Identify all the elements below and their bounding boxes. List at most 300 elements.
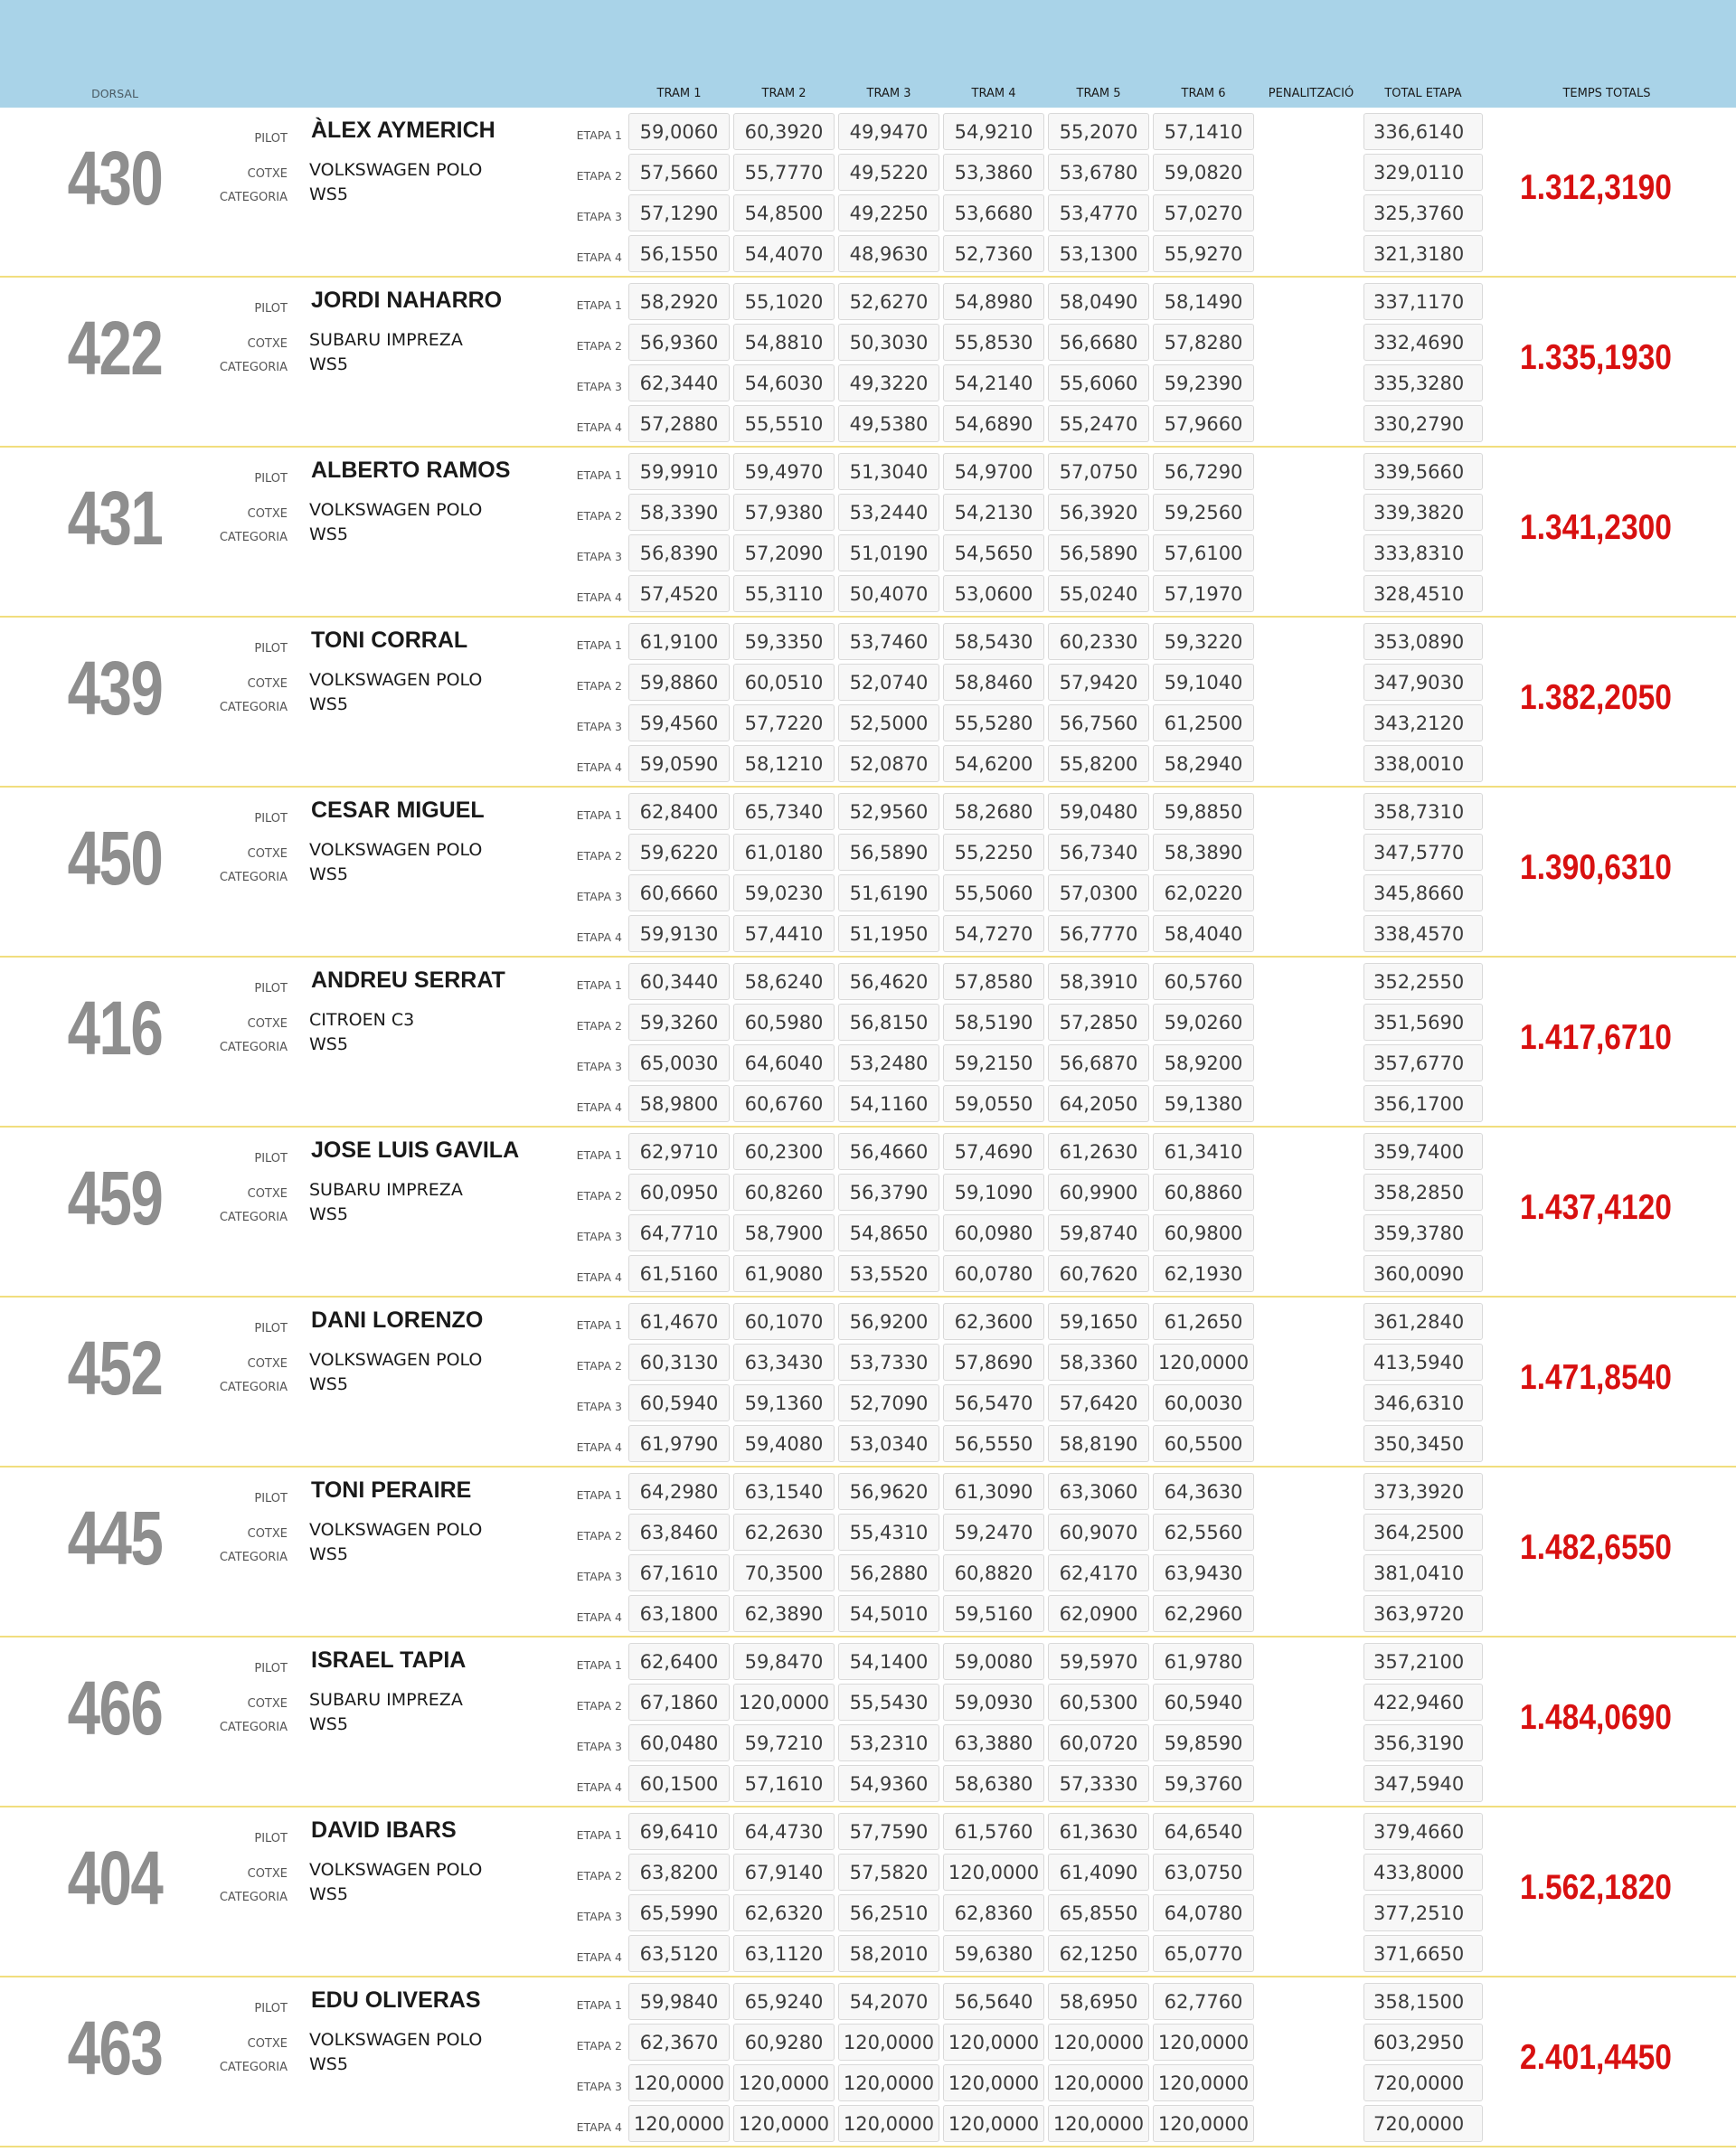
total-time: 1.390,6310 xyxy=(1520,848,1672,887)
tram-time-cell: 56,2880 xyxy=(838,1554,939,1591)
tram-time-cell: 56,5470 xyxy=(943,1384,1044,1421)
pilot-name: ISRAEL TAPIA xyxy=(311,1647,467,1673)
tram-time-cell: 54,9210 xyxy=(943,113,1044,150)
cotxe-label: COTXE xyxy=(247,1867,288,1881)
tram-time-cell: 56,3920 xyxy=(1048,494,1149,531)
tram-time-cell: 62,9710 xyxy=(628,1133,730,1170)
stage-total-cell: 328,4510 xyxy=(1363,575,1483,612)
cotxe-label: COTXE xyxy=(247,1527,288,1541)
etapa-label: ETAPA 4 xyxy=(576,1610,622,1624)
tram-time-cell: 63,5120 xyxy=(628,1935,730,1972)
etapa-label: ETAPA 2 xyxy=(576,339,622,353)
tram-time-cell: 54,5650 xyxy=(943,534,1044,571)
stage-total-cell: 413,5940 xyxy=(1363,1344,1483,1381)
tram-time-cell: 60,0510 xyxy=(733,664,835,701)
tram-time-cell: 55,3110 xyxy=(733,575,835,612)
categoria-label: CATEGORIA xyxy=(219,701,288,714)
tram-time-cell: 61,9080 xyxy=(733,1255,835,1292)
dorsal-number: 445 xyxy=(67,1496,163,1581)
tram-time-cell: 60,7620 xyxy=(1048,1255,1149,1292)
tram-time-cell: 60,0480 xyxy=(628,1724,730,1761)
tram-time-cell: 52,0870 xyxy=(838,745,939,782)
tram-time-cell: 70,3500 xyxy=(733,1554,835,1591)
car-name: VOLKSWAGEN POLO xyxy=(309,500,483,520)
tram-time-cell: 57,0300 xyxy=(1048,874,1149,911)
tram-time-cell: 61,3410 xyxy=(1153,1133,1254,1170)
etapa-label: ETAPA 2 xyxy=(576,1359,622,1373)
etapa-label: ETAPA 3 xyxy=(576,1740,622,1753)
result-entry xyxy=(0,1638,1736,1807)
tram-time-cell: 120,0000 xyxy=(1048,2105,1149,2142)
dorsal-number: 422 xyxy=(67,306,163,391)
pilot-label: PILOT xyxy=(254,1492,288,1505)
tram-time-cell: 58,2940 xyxy=(1153,745,1254,782)
tram-time-cell: 60,0780 xyxy=(943,1255,1044,1292)
stage-total-cell: 371,6650 xyxy=(1363,1935,1483,1972)
tram-time-cell: 55,2470 xyxy=(1048,405,1149,442)
tram-time-cell: 54,6200 xyxy=(943,745,1044,782)
tram-time-cell: 62,6400 xyxy=(628,1643,730,1680)
tram-time-cell: 55,9270 xyxy=(1153,235,1254,272)
tram-time-cell: 58,5430 xyxy=(943,623,1044,660)
tram-time-cell: 59,9840 xyxy=(628,1983,730,2020)
tram-time-cell: 59,7210 xyxy=(733,1724,835,1761)
pilot-label: PILOT xyxy=(254,1152,288,1166)
tram-time-cell: 62,8360 xyxy=(943,1894,1044,1931)
tram-time-cell: 58,8460 xyxy=(943,664,1044,701)
tram-time-cell: 60,2300 xyxy=(733,1133,835,1170)
stage-total-cell: 379,4660 xyxy=(1363,1813,1483,1850)
etapa-label: ETAPA 1 xyxy=(576,298,622,312)
total-time: 1.341,2300 xyxy=(1520,508,1672,547)
header-tram-3: TRAM 3 xyxy=(866,87,911,100)
tram-time-cell: 120,0000 xyxy=(628,2105,730,2142)
tram-time-cell: 58,8190 xyxy=(1048,1425,1149,1462)
pilot-label: PILOT xyxy=(254,472,288,486)
cotxe-label: COTXE xyxy=(247,167,288,181)
tram-time-cell: 60,1500 xyxy=(628,1765,730,1802)
tram-time-cell: 59,8590 xyxy=(1153,1724,1254,1761)
tram-time-cell: 62,3440 xyxy=(628,364,730,401)
tram-time-cell: 59,2470 xyxy=(943,1514,1044,1551)
categoria-label: CATEGORIA xyxy=(219,531,288,544)
total-time: 1.382,2050 xyxy=(1520,678,1672,717)
tram-time-cell: 63,1800 xyxy=(628,1595,730,1632)
row-divider xyxy=(0,2146,1736,2147)
tram-time-cell: 120,0000 xyxy=(838,2064,939,2101)
tram-time-cell: 52,5000 xyxy=(838,704,939,741)
stage-total-cell: 377,2510 xyxy=(1363,1894,1483,1931)
tram-time-cell: 53,7460 xyxy=(838,623,939,660)
category-value: WS5 xyxy=(309,1714,348,1734)
category-value: WS5 xyxy=(309,354,348,374)
tram-time-cell: 120,0000 xyxy=(943,2024,1044,2061)
etapa-label: ETAPA 4 xyxy=(576,1440,622,1454)
tram-time-cell: 52,6270 xyxy=(838,283,939,320)
tram-time-cell: 55,2070 xyxy=(1048,113,1149,150)
stage-total-cell: 332,4690 xyxy=(1363,324,1483,361)
header-temps-totals: TEMPS TOTALS xyxy=(1562,87,1651,100)
tram-time-cell: 60,5940 xyxy=(628,1384,730,1421)
etapa-label: ETAPA 3 xyxy=(576,2080,622,2093)
tram-time-cell: 57,8280 xyxy=(1153,324,1254,361)
tram-time-cell: 53,0340 xyxy=(838,1425,939,1462)
stage-total-cell: 330,2790 xyxy=(1363,405,1483,442)
tram-time-cell: 59,5970 xyxy=(1048,1643,1149,1680)
tram-time-cell: 57,6100 xyxy=(1153,534,1254,571)
tram-time-cell: 53,7330 xyxy=(838,1344,939,1381)
category-value: WS5 xyxy=(309,694,348,714)
tram-time-cell: 60,3130 xyxy=(628,1344,730,1381)
tram-time-cell: 59,0080 xyxy=(943,1643,1044,1680)
tram-time-cell: 63,3430 xyxy=(733,1344,835,1381)
etapa-label: ETAPA 3 xyxy=(576,1570,622,1583)
tram-time-cell: 64,4730 xyxy=(733,1813,835,1850)
tram-time-cell: 53,4770 xyxy=(1048,194,1149,231)
tram-time-cell: 51,0190 xyxy=(838,534,939,571)
tram-time-cell: 58,1210 xyxy=(733,745,835,782)
pilot-name: ÀLEX AYMERICH xyxy=(311,118,495,143)
tram-time-cell: 57,8690 xyxy=(943,1344,1044,1381)
etapa-label: ETAPA 2 xyxy=(576,1019,622,1033)
pilot-label: PILOT xyxy=(254,1832,288,1845)
etapa-label: ETAPA 2 xyxy=(576,1869,622,1883)
tram-time-cell: 60,1070 xyxy=(733,1303,835,1340)
tram-time-cell: 120,0000 xyxy=(1048,2024,1149,2061)
car-name: VOLKSWAGEN POLO xyxy=(309,2030,483,2050)
tram-time-cell: 56,5550 xyxy=(943,1425,1044,1462)
tram-time-cell: 59,4560 xyxy=(628,704,730,741)
tram-time-cell: 65,0770 xyxy=(1153,1935,1254,1972)
tram-time-cell: 64,6040 xyxy=(733,1044,835,1081)
tram-time-cell: 57,9380 xyxy=(733,494,835,531)
tram-time-cell: 58,3890 xyxy=(1153,834,1254,871)
tram-time-cell: 57,9660 xyxy=(1153,405,1254,442)
tram-time-cell: 59,4970 xyxy=(733,453,835,490)
total-time: 1.312,3190 xyxy=(1520,168,1672,207)
category-value: WS5 xyxy=(309,1204,348,1224)
tram-time-cell: 59,8850 xyxy=(1153,793,1254,830)
total-time: 1.471,8540 xyxy=(1520,1358,1672,1397)
pilot-label: PILOT xyxy=(254,812,288,826)
tram-time-cell: 59,8860 xyxy=(628,664,730,701)
tram-time-cell: 62,1930 xyxy=(1153,1255,1254,1292)
tram-time-cell: 58,5190 xyxy=(943,1004,1044,1041)
header-total-etapa: TOTAL ETAPA xyxy=(1384,87,1462,100)
stage-total-cell: 356,3190 xyxy=(1363,1724,1483,1761)
tram-time-cell: 60,5940 xyxy=(1153,1684,1254,1721)
stage-total-cell: 329,0110 xyxy=(1363,154,1483,191)
tram-time-cell: 58,4040 xyxy=(1153,915,1254,952)
tram-time-cell: 52,0740 xyxy=(838,664,939,701)
etapa-label: ETAPA 2 xyxy=(576,2039,622,2053)
tram-time-cell: 54,4070 xyxy=(733,235,835,272)
stage-total-cell: 356,1700 xyxy=(1363,1085,1483,1122)
tram-time-cell: 57,4520 xyxy=(628,575,730,612)
total-time: 1.562,1820 xyxy=(1520,1868,1672,1907)
tram-time-cell: 53,6680 xyxy=(943,194,1044,231)
tram-time-cell: 56,9360 xyxy=(628,324,730,361)
stage-total-cell: 363,9720 xyxy=(1363,1595,1483,1632)
stage-total-cell: 338,0010 xyxy=(1363,745,1483,782)
tram-time-cell: 59,0230 xyxy=(733,874,835,911)
stage-total-cell: 357,6770 xyxy=(1363,1044,1483,1081)
tram-time-cell: 59,8740 xyxy=(1048,1214,1149,1251)
tram-time-cell: 60,9800 xyxy=(1153,1214,1254,1251)
tram-time-cell: 59,1380 xyxy=(1153,1085,1254,1122)
car-name: VOLKSWAGEN POLO xyxy=(309,1520,483,1540)
tram-time-cell: 57,4690 xyxy=(943,1133,1044,1170)
tram-time-cell: 53,2480 xyxy=(838,1044,939,1081)
table-header xyxy=(0,0,1736,108)
stage-total-cell: 345,8660 xyxy=(1363,874,1483,911)
tram-time-cell: 62,0220 xyxy=(1153,874,1254,911)
tram-time-cell: 57,2090 xyxy=(733,534,835,571)
tram-time-cell: 120,0000 xyxy=(1153,2105,1254,2142)
tram-time-cell: 58,6950 xyxy=(1048,1983,1149,2020)
tram-time-cell: 59,2390 xyxy=(1153,364,1254,401)
stage-total-cell: 350,3450 xyxy=(1363,1425,1483,1462)
tram-time-cell: 63,0750 xyxy=(1153,1854,1254,1891)
tram-time-cell: 57,8580 xyxy=(943,963,1044,1000)
tram-time-cell: 57,1970 xyxy=(1153,575,1254,612)
tram-time-cell: 54,6890 xyxy=(943,405,1044,442)
tram-time-cell: 56,8150 xyxy=(838,1004,939,1041)
stage-total-cell: 321,3180 xyxy=(1363,235,1483,272)
tram-time-cell: 61,0180 xyxy=(733,834,835,871)
tram-time-cell: 60,6760 xyxy=(733,1085,835,1122)
tram-time-cell: 64,2980 xyxy=(628,1473,730,1510)
tram-time-cell: 58,2010 xyxy=(838,1935,939,1972)
tram-time-cell: 67,9140 xyxy=(733,1854,835,1891)
tram-time-cell: 59,3220 xyxy=(1153,623,1254,660)
tram-time-cell: 62,1250 xyxy=(1048,1935,1149,1972)
tram-time-cell: 67,1860 xyxy=(628,1684,730,1721)
categoria-label: CATEGORIA xyxy=(219,1891,288,1904)
tram-time-cell: 59,3350 xyxy=(733,623,835,660)
tram-time-cell: 49,3220 xyxy=(838,364,939,401)
car-name: VOLKSWAGEN POLO xyxy=(309,160,483,180)
tram-time-cell: 60,0950 xyxy=(628,1174,730,1211)
tram-time-cell: 64,0780 xyxy=(1153,1894,1254,1931)
etapa-label: ETAPA 2 xyxy=(576,1529,622,1543)
tram-time-cell: 120,0000 xyxy=(1048,2064,1149,2101)
tram-time-cell: 63,8200 xyxy=(628,1854,730,1891)
tram-time-cell: 56,4620 xyxy=(838,963,939,1000)
tram-time-cell: 62,5560 xyxy=(1153,1514,1254,1551)
result-entry xyxy=(0,958,1736,1128)
tram-time-cell: 53,2310 xyxy=(838,1724,939,1761)
result-entry xyxy=(0,1128,1736,1298)
tram-time-cell: 49,2250 xyxy=(838,194,939,231)
tram-time-cell: 59,3260 xyxy=(628,1004,730,1041)
stage-total-cell: 338,4570 xyxy=(1363,915,1483,952)
etapa-label: ETAPA 4 xyxy=(576,1100,622,1114)
tram-time-cell: 48,9630 xyxy=(838,235,939,272)
tram-time-cell: 49,5380 xyxy=(838,405,939,442)
tram-time-cell: 60,9900 xyxy=(1048,1174,1149,1211)
tram-time-cell: 57,6420 xyxy=(1048,1384,1149,1421)
tram-time-cell: 60,3440 xyxy=(628,963,730,1000)
pilot-label: PILOT xyxy=(254,1662,288,1675)
stage-total-cell: 339,5660 xyxy=(1363,453,1483,490)
tram-time-cell: 65,0030 xyxy=(628,1044,730,1081)
etapa-label: ETAPA 4 xyxy=(576,1950,622,1964)
cotxe-label: COTXE xyxy=(247,847,288,861)
tram-time-cell: 57,1410 xyxy=(1153,113,1254,150)
etapa-label: ETAPA 4 xyxy=(576,2120,622,2134)
pilot-name: TONI PERAIRE xyxy=(311,1477,472,1503)
pilot-label: PILOT xyxy=(254,1322,288,1336)
tram-time-cell: 58,1490 xyxy=(1153,283,1254,320)
tram-time-cell: 60,8820 xyxy=(943,1554,1044,1591)
pilot-name: ANDREU SERRAT xyxy=(311,967,505,993)
tram-time-cell: 65,8550 xyxy=(1048,1894,1149,1931)
car-name: SUBARU IMPREZA xyxy=(309,1180,463,1200)
tram-time-cell: 67,1610 xyxy=(628,1554,730,1591)
tram-time-cell: 63,1120 xyxy=(733,1935,835,1972)
tram-time-cell: 64,3630 xyxy=(1153,1473,1254,1510)
tram-time-cell: 60,0720 xyxy=(1048,1724,1149,1761)
pilot-name: TONI CORRAL xyxy=(311,628,468,653)
tram-time-cell: 56,9200 xyxy=(838,1303,939,1340)
tram-time-cell: 59,2560 xyxy=(1153,494,1254,531)
tram-time-cell: 62,7760 xyxy=(1153,1983,1254,2020)
tram-time-cell: 61,2650 xyxy=(1153,1303,1254,1340)
tram-time-cell: 59,0480 xyxy=(1048,793,1149,830)
tram-time-cell: 59,1360 xyxy=(733,1384,835,1421)
tram-time-cell: 56,1550 xyxy=(628,235,730,272)
tram-time-cell: 59,6220 xyxy=(628,834,730,871)
etapa-label: ETAPA 4 xyxy=(576,420,622,434)
category-value: WS5 xyxy=(309,864,348,884)
tram-time-cell: 60,5760 xyxy=(1153,963,1254,1000)
etapa-label: ETAPA 3 xyxy=(576,210,622,223)
tram-time-cell: 60,5980 xyxy=(733,1004,835,1041)
tram-time-cell: 55,2250 xyxy=(943,834,1044,871)
tram-time-cell: 54,5010 xyxy=(838,1595,939,1632)
categoria-label: CATEGORIA xyxy=(219,2061,288,2074)
pilot-name: DAVID IBARS xyxy=(311,1817,457,1843)
etapa-label: ETAPA 2 xyxy=(576,849,622,863)
tram-time-cell: 59,9130 xyxy=(628,915,730,952)
tram-time-cell: 61,9790 xyxy=(628,1425,730,1462)
stage-total-cell: 335,3280 xyxy=(1363,364,1483,401)
tram-time-cell: 54,1400 xyxy=(838,1643,939,1680)
etapa-label: ETAPA 1 xyxy=(576,1318,622,1332)
tram-time-cell: 120,0000 xyxy=(1153,1344,1254,1381)
tram-time-cell: 59,5160 xyxy=(943,1595,1044,1632)
etapa-label: ETAPA 3 xyxy=(576,1230,622,1243)
tram-time-cell: 51,1950 xyxy=(838,915,939,952)
tram-time-cell: 120,0000 xyxy=(628,2064,730,2101)
stage-total-cell: 358,7310 xyxy=(1363,793,1483,830)
tram-time-cell: 58,7900 xyxy=(733,1214,835,1251)
category-value: WS5 xyxy=(309,184,348,204)
stage-total-cell: 358,1500 xyxy=(1363,1983,1483,2020)
stage-total-cell: 353,0890 xyxy=(1363,623,1483,660)
pilot-label: PILOT xyxy=(254,982,288,996)
tram-time-cell: 50,3030 xyxy=(838,324,939,361)
result-entry xyxy=(0,1807,1736,1977)
stage-total-cell: 346,6310 xyxy=(1363,1384,1483,1421)
tram-time-cell: 56,8390 xyxy=(628,534,730,571)
dorsal-number: 450 xyxy=(67,816,163,901)
tram-time-cell: 62,3890 xyxy=(733,1595,835,1632)
categoria-label: CATEGORIA xyxy=(219,191,288,204)
pilot-label: PILOT xyxy=(254,642,288,656)
tram-time-cell: 63,1540 xyxy=(733,1473,835,1510)
tram-time-cell: 52,7090 xyxy=(838,1384,939,1421)
tram-time-cell: 60,5500 xyxy=(1153,1425,1254,1462)
categoria-label: CATEGORIA xyxy=(219,361,288,374)
cotxe-label: COTXE xyxy=(247,1697,288,1711)
stage-total-cell: 357,2100 xyxy=(1363,1643,1483,1680)
tram-time-cell: 57,9420 xyxy=(1048,664,1149,701)
tram-time-cell: 120,0000 xyxy=(943,1854,1044,1891)
stage-total-cell: 337,1170 xyxy=(1363,283,1483,320)
tram-time-cell: 52,7360 xyxy=(943,235,1044,272)
header-dorsal: DORSAL xyxy=(91,87,138,100)
stage-total-cell: 373,3920 xyxy=(1363,1473,1483,1510)
stage-total-cell: 343,2120 xyxy=(1363,704,1483,741)
cotxe-label: COTXE xyxy=(247,507,288,521)
tram-time-cell: 56,7340 xyxy=(1048,834,1149,871)
tram-time-cell: 57,0750 xyxy=(1048,453,1149,490)
tram-time-cell: 57,4410 xyxy=(733,915,835,952)
tram-time-cell: 54,7270 xyxy=(943,915,1044,952)
tram-time-cell: 64,7710 xyxy=(628,1214,730,1251)
dorsal-number: 459 xyxy=(67,1156,163,1241)
tram-time-cell: 55,5430 xyxy=(838,1684,939,1721)
tram-time-cell: 55,7770 xyxy=(733,154,835,191)
tram-time-cell: 58,9800 xyxy=(628,1085,730,1122)
etapa-label: ETAPA 2 xyxy=(576,679,622,693)
tram-time-cell: 55,8200 xyxy=(1048,745,1149,782)
tram-time-cell: 62,4170 xyxy=(1048,1554,1149,1591)
etapa-label: ETAPA 1 xyxy=(576,1658,622,1672)
tram-time-cell: 55,5060 xyxy=(943,874,1044,911)
result-entry xyxy=(0,1977,1736,2147)
tram-time-cell: 54,8980 xyxy=(943,283,1044,320)
pilot-name: CESAR MIGUEL xyxy=(311,798,485,823)
result-entry xyxy=(0,1468,1736,1638)
etapa-label: ETAPA 3 xyxy=(576,380,622,393)
tram-time-cell: 57,2850 xyxy=(1048,1004,1149,1041)
etapa-label: ETAPA 2 xyxy=(576,1189,622,1203)
categoria-label: CATEGORIA xyxy=(219,1041,288,1054)
tram-time-cell: 59,0060 xyxy=(628,113,730,150)
stage-total-cell: 351,5690 xyxy=(1363,1004,1483,1041)
tram-time-cell: 60,0980 xyxy=(943,1214,1044,1251)
etapa-label: ETAPA 3 xyxy=(576,720,622,733)
tram-time-cell: 61,5160 xyxy=(628,1255,730,1292)
tram-time-cell: 59,2150 xyxy=(943,1044,1044,1081)
tram-time-cell: 57,0270 xyxy=(1153,194,1254,231)
tram-time-cell: 54,8500 xyxy=(733,194,835,231)
category-value: WS5 xyxy=(309,524,348,544)
stage-total-cell: 352,2550 xyxy=(1363,963,1483,1000)
stage-total-cell: 336,6140 xyxy=(1363,113,1483,150)
cotxe-label: COTXE xyxy=(247,337,288,351)
pilot-name: JOSE LUIS GAVILA xyxy=(311,1137,520,1163)
cotxe-label: COTXE xyxy=(247,1017,288,1031)
categoria-label: CATEGORIA xyxy=(219,1381,288,1394)
tram-time-cell: 55,5280 xyxy=(943,704,1044,741)
tram-time-cell: 57,5820 xyxy=(838,1854,939,1891)
tram-time-cell: 58,2680 xyxy=(943,793,1044,830)
tram-time-cell: 60,3920 xyxy=(733,113,835,150)
